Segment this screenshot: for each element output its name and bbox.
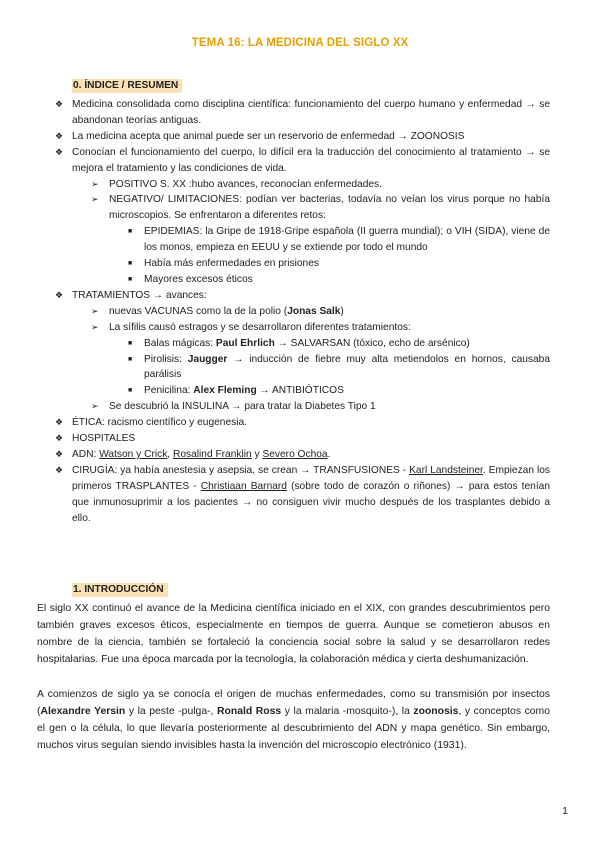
list-subsubitem: ■ Pirolisis: Jaugger → inducción de fiebre muy alta metiendolos en hornos, causaba parálisis xyxy=(128,353,551,381)
list-subitem: ➢ Se descubrió la INSULINA → para tratar la Diabetes Tipo 1 xyxy=(0,399,600,415)
list-subsubitem: ■ Balas mágicas: Paul Ehrlich → SALVARSAN (tóxico, echo de arsénico) xyxy=(0,336,600,352)
list-item: ❖ La medicina acepta que animal puede ser un reservorio de enfermedad → ZOONOSIS xyxy=(0,129,600,145)
diamond-bullet-icon: ❖ xyxy=(55,146,64,157)
list-subitem: ➢ La sífilis causó estragos y se desarrollaron diferentes tratamientos: xyxy=(0,320,600,336)
square-bullet-icon: ■ xyxy=(128,355,133,363)
diamond-bullet-icon: ❖ xyxy=(55,417,64,428)
diamond-bullet-icon: ❖ xyxy=(55,130,64,141)
list-subsubitem: ■ Había más enfermedades en prisiones xyxy=(0,256,600,272)
arrow-bullet-icon: ➢ xyxy=(91,194,99,205)
intro-paragraph-1: El siglo XX continuó el avance de la Medicina científica iniciado en el XIX, con grandes descubrimientos pero también graves excesos éticos, especialmente en tiempos de guerra. Aunque se cometieron abusos en nombre de la ciencia, también se fortaleció la conciencia social sobre la salud y se desarrollaron redes hospitalarias. Fue una época marcada por la tecnología, la colaboración médica y cierta deshumanización. xyxy=(37,603,550,665)
square-bullet-icon: ■ xyxy=(128,275,133,283)
list-subitem: ➢ NEGATIVO/ LIMITACIONES: podían ver bacterias, todavía no veían los virus porque no había microscopios. Se enfrentaron a diferentes retos: xyxy=(91,194,550,222)
list-subsubitem: ■ Mayores excesos éticos xyxy=(0,272,600,288)
section-intro-heading-row xyxy=(0,582,600,598)
arrow-bullet-icon: ➢ xyxy=(91,401,99,412)
list-subsubitem: ■ EPIDEMIAS: la Gripe de 1918-Gripe española (II guerra mundial); o VIH (SIDA), viene de los monos, empieza en EEUU y se extiende por todo el mundo xyxy=(128,226,550,254)
summary-list xyxy=(0,97,600,526)
square-bullet-icon: ■ xyxy=(128,260,133,268)
diamond-bullet-icon: ❖ xyxy=(55,433,64,444)
section-index-heading-row xyxy=(0,78,600,94)
square-bullet-icon: ■ xyxy=(128,228,133,236)
list-subsubitem: ■ Penicilina: Alex Fleming → ANTIBIÓTICOS xyxy=(0,383,600,399)
list-item: ❖ CIRUGÍA: ya había anestesia y asepsia, se crean → TRANSFUSIONES - Karl Landsteiner. Empiezan los primeros TRASPLANTES - Christiaan Barnard (sobre todo de corazón o riñones) → para estos tenían que inmunosuprimir a los pacientes → no consiguen vivir mucho después de los trasplantes debido a ello. xyxy=(55,464,551,524)
diamond-bullet-icon: ❖ xyxy=(55,448,64,459)
list-item: ❖ ÉTICA: racismo científico y eugenesia. xyxy=(0,415,600,431)
arrow-bullet-icon: ➢ xyxy=(91,321,99,332)
section-intro-heading: 1. INTRODUCCIÓN xyxy=(72,583,168,597)
diamond-bullet-icon: ❖ xyxy=(55,99,64,109)
list-item: ❖ Medicina consolidada como disciplina científica: funcionamiento del cuerpo humano y enfermedad → se abandonan teorías antiguas. xyxy=(55,99,550,126)
square-bullet-icon: ■ xyxy=(128,387,133,395)
section-index-heading: 0. ÍNDICE / RESUMEN xyxy=(72,79,182,93)
arrow-bullet-icon: ➢ xyxy=(91,305,99,316)
square-bullet-icon: ■ xyxy=(128,339,133,347)
list-subitem: ➢ nuevas VACUNAS como la de la polio (Jonas Salk) xyxy=(0,304,600,320)
list-item: ❖ ADN: Watson y Crick, Rosalind Franklin y Severo Ochoa. xyxy=(0,447,600,463)
diamond-bullet-icon: ❖ xyxy=(55,289,64,300)
page-title: TEMA 16: LA MEDICINA DEL SIGLO XX xyxy=(191,37,409,49)
page-number: 1 xyxy=(562,805,568,817)
list-item: ❖ Conocían el funcionamiento del cuerpo, lo difícil era la traducción del conocimiento al tratamiento → se mejora el tratamiento y las condiciones de vida. xyxy=(55,146,550,174)
intro-paragraph-2: A comienzos de siglo ya se conocía el origen de muchas enfermedades, como su transmisión por insectos (Alexandre Yersin y la peste -pulga-, Ronald Ross y la malaria -mosquito-), la zoonosis, y conceptos como el gen o la célula, lo que llevaría posteriormente al descubrimiento del ADN y mapa genético. Sin embargo, muchos virus seguían siendo invisibles hasta la invención del microscopio electrónico (1931). xyxy=(37,689,550,751)
list-item: ❖ HOSPITALES xyxy=(0,431,600,447)
list-subitem: ➢ POSITIVO S. XX :hubo avances, reconocían enfermedades. xyxy=(0,177,600,193)
arrow-bullet-icon: ➢ xyxy=(91,178,99,189)
diamond-bullet-icon: ❖ xyxy=(55,464,64,475)
list-item: ❖ TRATAMIENTOS → avances: xyxy=(0,288,600,304)
